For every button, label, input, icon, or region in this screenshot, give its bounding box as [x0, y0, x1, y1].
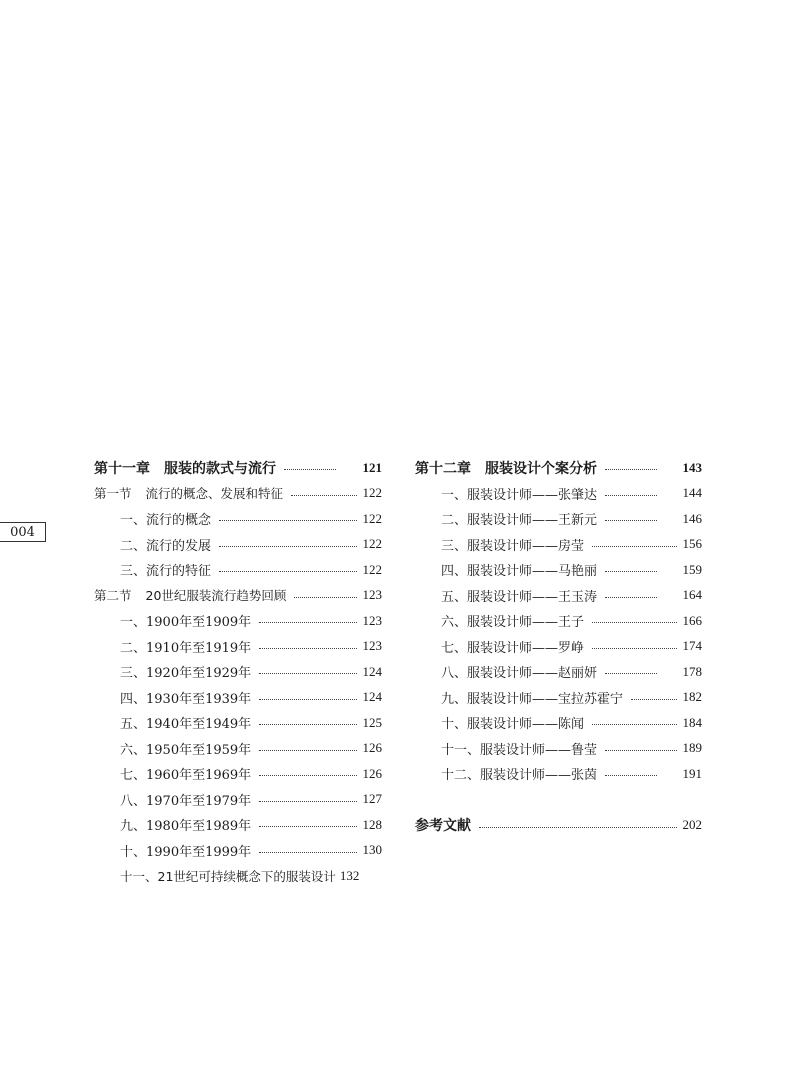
toc-page-number: 189: [682, 740, 702, 756]
dot-leader: [259, 826, 356, 827]
toc-entry-label: 第一节: [94, 486, 132, 502]
dot-leader: [259, 622, 356, 623]
toc-item-row[interactable]: [94, 812, 382, 838]
toc-entry-title: 十一、服装设计师——鲁莹: [441, 742, 598, 758]
toc-entry-title: 一、1900年至1909年: [120, 615, 252, 631]
dot-leader: [284, 469, 336, 470]
dot-leader: [605, 750, 676, 751]
dot-leader: [592, 622, 676, 623]
dot-leader: [259, 750, 356, 751]
references-title: 参考文献: [415, 818, 471, 835]
toc-item-row[interactable]: [415, 583, 702, 609]
toc-entry-text: 20世纪服装流行趋势回顾: [145, 588, 287, 604]
toc-entry-label: 第十一章: [94, 460, 150, 477]
toc-page-number: 159: [682, 561, 702, 577]
dot-leader: [291, 495, 356, 496]
toc-page-number: 144: [682, 485, 702, 501]
toc-entry-title: [94, 484, 283, 502]
toc-page-number: 166: [682, 612, 702, 628]
toc-page-number: 132: [339, 867, 360, 883]
toc-entry-title: 四、服装设计师——马艳丽: [441, 564, 598, 580]
toc-item-row[interactable]: [94, 634, 382, 660]
toc-page-number: 178: [682, 663, 702, 679]
toc-page-number: 125: [362, 714, 382, 730]
dot-leader: [631, 699, 676, 700]
toc-item-row[interactable]: [415, 634, 702, 660]
dot-leader: [605, 495, 657, 496]
toc-entry-title: 二、流行的发展: [120, 538, 212, 554]
toc-entry-title: 六、1950年至1959年: [120, 742, 252, 758]
toc-item-row[interactable]: [94, 787, 382, 813]
toc-item-row[interactable]: [415, 532, 702, 558]
dot-leader: [605, 469, 657, 470]
dot-leader: [259, 673, 356, 674]
toc-entry-title: 三、流行的特征: [120, 564, 212, 580]
dot-leader: [219, 546, 356, 547]
dot-leader: [592, 724, 676, 725]
toc-item-row[interactable]: [94, 838, 382, 864]
spacer: [415, 787, 702, 813]
toc-entry-title: 八、1970年至1979年: [120, 793, 252, 809]
toc-section-row[interactable]: [94, 583, 382, 609]
toc-item-row[interactable]: [415, 557, 702, 583]
toc-entry-text: 流行的概念、发展和特征: [145, 486, 284, 502]
dot-leader: [259, 775, 356, 776]
toc-entry-text: 服装的款式与流行: [164, 460, 276, 477]
toc-page-number: 127: [362, 791, 382, 807]
dot-leader: [592, 546, 676, 547]
toc-entry-title: 十一、21世纪可持续概念下的服装设计: [120, 868, 336, 884]
toc-right-column: [415, 455, 702, 838]
page-number: 004: [0, 522, 46, 542]
dot-leader: [219, 571, 356, 572]
toc-item-row[interactable]: [94, 685, 382, 711]
toc-entry-text: 服装设计个案分析: [485, 460, 597, 477]
toc-entry-label: 第二节: [94, 588, 132, 604]
toc-page-number: 146: [682, 510, 702, 526]
toc-item-row[interactable]: [415, 659, 702, 685]
toc-entry-title: 二、服装设计师——王新元: [441, 513, 598, 529]
toc-page-number: 122: [362, 561, 382, 577]
toc-page-number: 123: [362, 612, 382, 628]
toc-page-number: 123: [362, 638, 382, 654]
toc-entry-title: 十二、服装设计师——张茵: [441, 768, 598, 784]
toc-entry-title: 五、服装设计师——王玉涛: [441, 589, 598, 605]
toc-page-number: 143: [682, 459, 702, 475]
toc-page-number: 121: [362, 459, 382, 475]
toc-entry-title: 七、1960年至1969年: [120, 768, 252, 784]
dot-leader: [259, 724, 356, 725]
toc-item-row[interactable]: [94, 659, 382, 685]
toc-section-row[interactable]: [94, 481, 382, 507]
toc-page-number: 174: [682, 638, 702, 654]
dot-leader: [219, 520, 356, 521]
dot-leader: [605, 571, 657, 572]
toc-entry-title: 七、服装设计师——罗峥: [441, 640, 585, 656]
toc-item-row[interactable]: [94, 863, 382, 889]
toc-page-number: 123: [362, 587, 382, 603]
toc-left-column: [94, 455, 382, 889]
toc-entry-title: 八、服装设计师——赵丽妍: [441, 666, 598, 682]
toc-entry-title: 九、服装设计师——宝拉苏霍宁: [441, 691, 624, 707]
toc-page-number: 122: [362, 536, 382, 552]
toc-page-number: 126: [362, 740, 382, 756]
toc-entry-title: 三、1920年至1929年: [120, 666, 252, 682]
toc-entry-title: 五、1940年至1949年: [120, 717, 252, 733]
toc-item-row[interactable]: [415, 506, 702, 532]
toc-entry-title: 三、服装设计师——房莹: [441, 538, 585, 554]
toc-item-row[interactable]: [94, 736, 382, 762]
dot-leader: [605, 775, 657, 776]
toc-page-number: 122: [362, 485, 382, 501]
toc-page-number: 184: [682, 714, 702, 730]
toc-entry-title: 十、服装设计师——陈闻: [441, 717, 585, 733]
dot-leader: [259, 648, 356, 649]
dot-leader: [259, 852, 356, 853]
toc-item-row[interactable]: [415, 710, 702, 736]
toc-page-number: 182: [682, 689, 702, 705]
toc-entry-title: 四、1930年至1939年: [120, 691, 252, 707]
toc-chapter-row[interactable]: [94, 455, 382, 481]
toc-item-row[interactable]: [415, 608, 702, 634]
toc-page-number: 128: [362, 816, 382, 832]
dot-leader: [294, 597, 356, 598]
toc-page-number: 124: [362, 689, 382, 705]
toc-item-row[interactable]: [94, 506, 382, 532]
toc-entry-title: 六、服装设计师——王子: [441, 615, 585, 631]
toc-item-row[interactable]: [94, 557, 382, 583]
toc-page-number: 156: [682, 536, 702, 552]
toc-entry-label: 第十二章: [415, 460, 471, 477]
toc-entry-title: 二、1910年至1919年: [120, 640, 252, 656]
dot-leader: [259, 699, 356, 700]
dot-leader: [479, 827, 677, 828]
toc-page-number: 126: [362, 765, 382, 781]
toc-entry-title: [94, 458, 276, 478]
toc-entry-title: 九、1980年至1989年: [120, 819, 252, 835]
dot-leader: [605, 520, 657, 521]
toc-entry-title: 一、服装设计师——张肇达: [441, 487, 598, 503]
toc-references-row[interactable]: [415, 813, 702, 839]
toc-page-number: 191: [682, 765, 702, 781]
toc-page-number: 164: [682, 587, 702, 603]
toc-item-row[interactable]: [415, 685, 702, 711]
dot-leader: [605, 673, 657, 674]
toc-item-row[interactable]: [94, 608, 382, 634]
toc-page-number: 124: [362, 663, 382, 679]
toc-item-row[interactable]: [94, 761, 382, 787]
toc-entry-title: 十、1990年至1999年: [120, 844, 252, 860]
toc-item-row[interactable]: [415, 736, 702, 762]
toc-entry-title: [94, 586, 286, 604]
toc-item-row[interactable]: [415, 761, 702, 787]
toc-entry-title: [415, 458, 597, 478]
toc-chapter-row[interactable]: [415, 455, 702, 481]
toc-entry-title: 一、流行的概念: [120, 513, 212, 529]
toc-page-number: 122: [362, 510, 382, 526]
toc-item-row[interactable]: [415, 481, 702, 507]
toc-page-number: 202: [682, 817, 702, 833]
toc-page-number: 130: [362, 842, 382, 858]
toc-item-row[interactable]: [94, 532, 382, 558]
dot-leader: [592, 648, 676, 649]
toc-item-row[interactable]: [94, 710, 382, 736]
dot-leader: [259, 801, 356, 802]
dot-leader: [605, 597, 657, 598]
